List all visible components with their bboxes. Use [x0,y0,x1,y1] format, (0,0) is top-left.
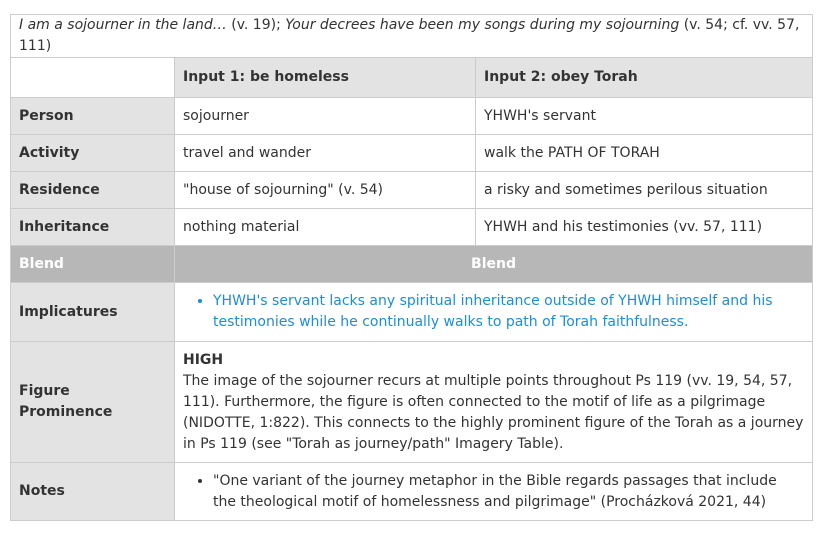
notes-list [183,471,804,513]
prominence-level: HIGH [183,351,224,368]
header-input-1: Input 1: be homeless [175,58,476,98]
implicatures-list [183,291,804,333]
notes-cell [175,463,813,521]
row-label: Inheritance [11,209,175,246]
row-inheritance [11,209,813,246]
blend-title: Blend [175,246,813,283]
caption-ref-2: (v. 54; cf. vv. 57, 111) [19,17,800,54]
caption-row [11,15,813,58]
row-activity [11,135,813,172]
row-label: Activity [11,135,175,172]
header-blank-cell [11,58,175,98]
row-input-2-cell: YHWH and his testimonies (vv. 57, 111) [476,209,813,246]
row-input-2-cell: a risky and sometimes perilous situation [476,172,813,209]
row-input-2-cell: walk the PATH OF TORAH [476,135,813,172]
caption-cell [11,15,813,58]
implicature-item: • YHWH's servant lacks any spiritual inheritance outside of YHWH himself and his testimonies while he continually walks to path of Torah faithfulness. [213,291,804,333]
row-input-1-cell: sojourner [175,98,476,135]
implicatures-label: Implicatures [11,283,175,342]
notes-label: Notes [11,463,175,521]
header-input-2: Input 2: obey Torah [476,58,813,98]
row-input-1-cell: "house of sojourning" (v. 54) [175,172,476,209]
blend-row [11,246,813,283]
caption-quote-2: Your decrees have been my songs during my sojourning [285,17,680,33]
prominence-text: The image of the sojourner recurs at multiple points throughout Ps 119 (vv. 19, 54, 57, 111). Furthermore, the figure is often connected to the motif of life as a pilgrimage (NIDOTTE, 1:822). This connects to the highly prominent figure of the Torah as a journey in Ps 119 (see "Torah as journey/path" Imagery Table). [183,372,804,452]
figure-prominence-row [11,342,813,463]
row-label: Residence [11,172,175,209]
row-label: Person [11,98,175,135]
row-residence [11,172,813,209]
header-row [11,58,813,98]
imagery-table [10,14,813,521]
implicatures-cell [175,283,813,342]
caption-ref-1: (v. 19); [226,17,286,33]
row-person [11,98,813,135]
row-input-1-cell: nothing material [175,209,476,246]
row-input-2-cell: YHWH's servant [476,98,813,135]
figure-prominence-label: Figure Prominence [11,342,175,463]
blend-label: Blend [11,246,175,283]
note-item: • "One variant of the journey metaphor in the Bible regards passages that include the theological motif of homelessness and pilgrimage" (Procházková 2021, 44) [213,471,804,513]
implicatures-row [11,283,813,342]
row-input-1-cell: travel and wander [175,135,476,172]
notes-row [11,463,813,521]
figure-prominence-cell [175,342,813,463]
caption-quote-1: I am a sojourner in the land… [19,17,227,33]
